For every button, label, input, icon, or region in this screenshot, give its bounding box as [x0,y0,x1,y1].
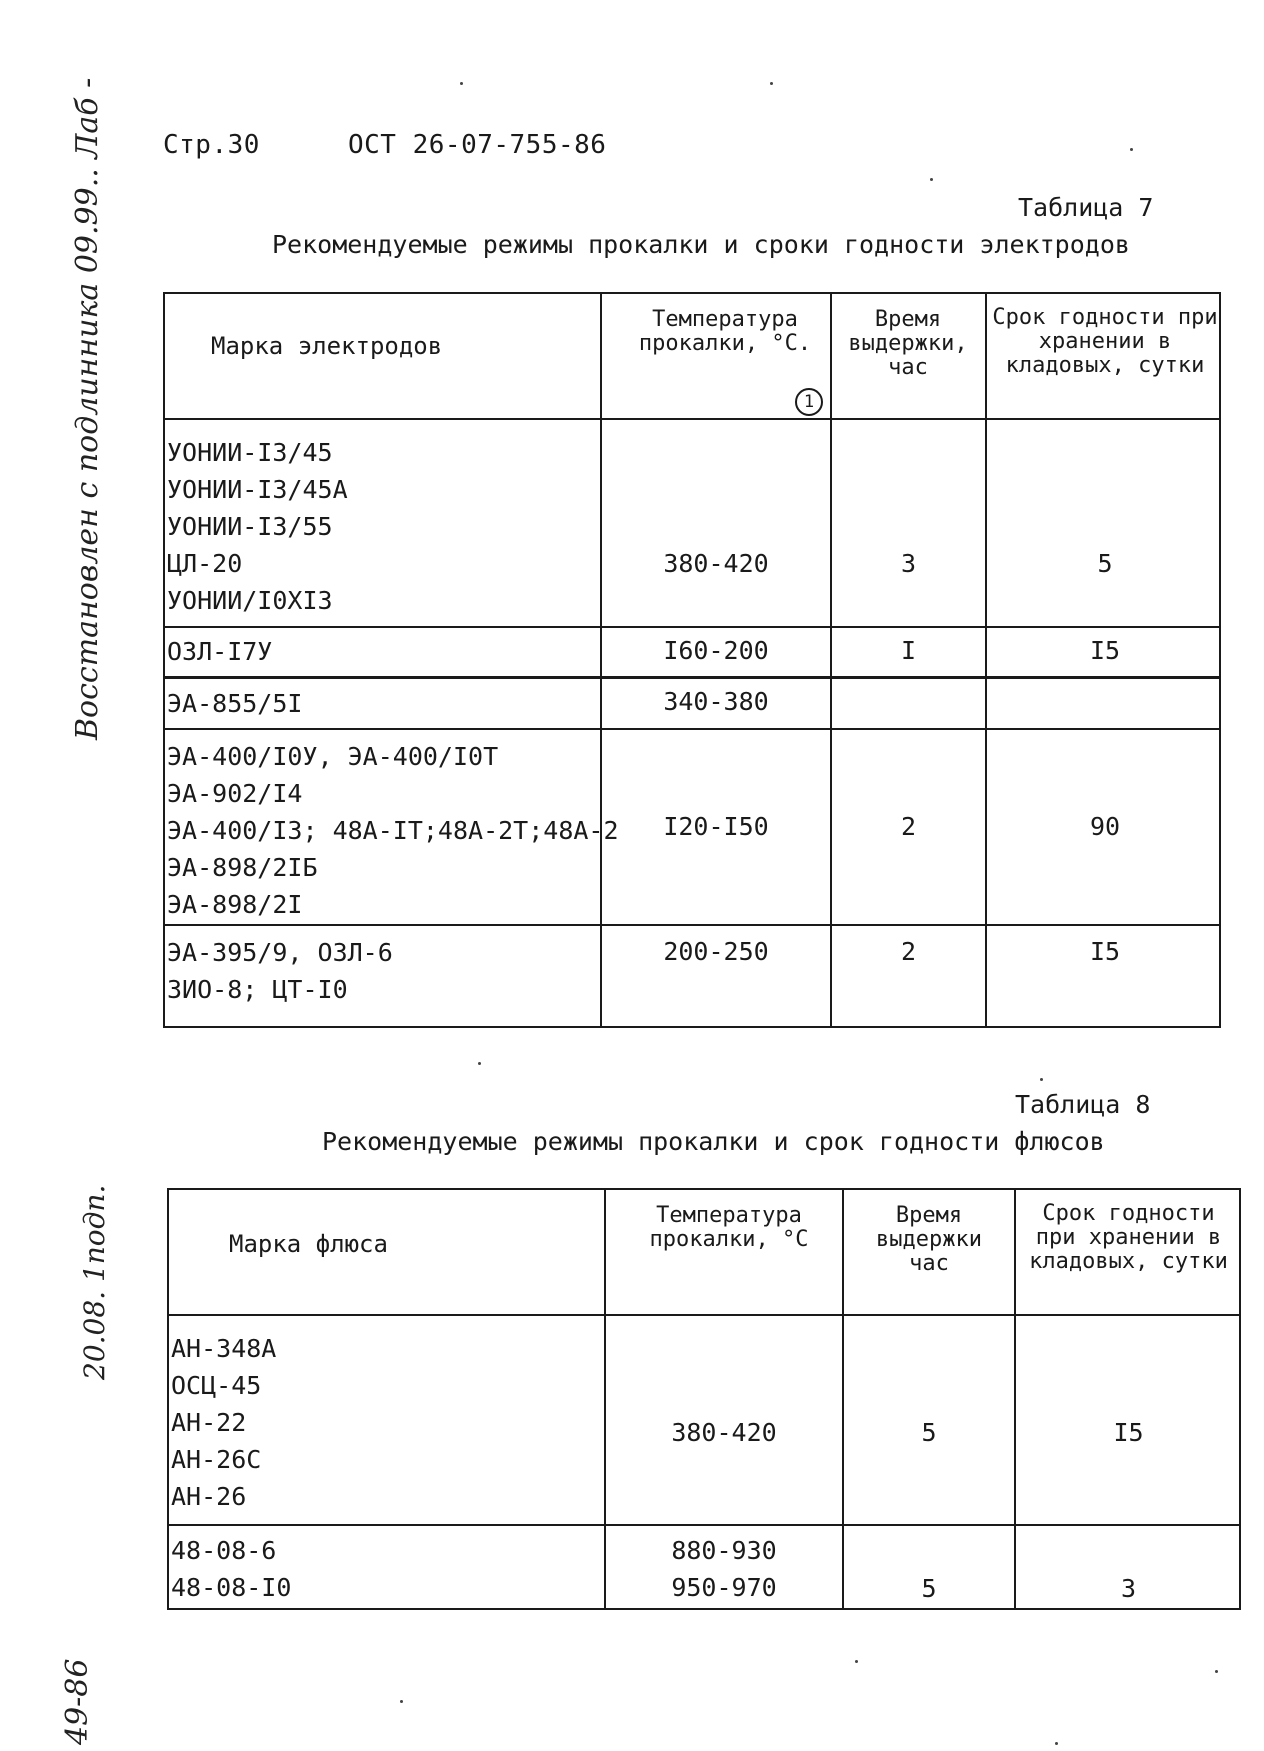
standard-code: ОСТ 26-07-755-86 [348,130,607,160]
revision-circle-mark: 1 [795,388,823,416]
table7-row5-mark: ЭА-395/9, ОЗЛ-6 ЗИО-8; ЦТ-I0 [167,938,393,1004]
table8-row1-temp: 380-420 [671,1418,777,1447]
table8-title: Рекомендуемые режимы прокалки и срок годности флюсов [322,1127,1105,1156]
table7-row5-temp: 200-250 [663,937,769,966]
table7-row4-temp: I20-I50 [663,812,769,841]
table8-number: Таблица 8 [1015,1090,1151,1119]
table7-row3-temp: 340-380 [663,687,769,716]
margin-note-number: 49-86 [60,1658,95,1745]
table7-title: Рекомендуемые режимы прокалки и сроки годности электродов [272,230,1130,259]
table8-row2-shelf: 3 [1120,1574,1137,1603]
table8-row1-time: 5 [921,1418,937,1447]
table7-header-mark: Марка электродов [211,332,443,360]
table7-row2-time: I [900,636,917,665]
table7-row1-temp: 380-420 [663,549,769,578]
table8 [167,1188,1241,1610]
table7-row4-mark: ЭА-400/I0У, ЭА-400/I0Т ЭА-902/I4 ЭА-400/I3; 48А-IТ;48А-2Т;48А-2 ЭА-898/2IБ ЭА-898/2I [167,742,619,919]
table8-header-temp: Температура прокалки, °С [649,1203,809,1252]
table7-row2-shelf: I5 [1089,636,1121,665]
table7-header-shelf: Срок годности при хранении в кладовых, сутки [992,305,1218,378]
table8-row2-temp: 880-930 950-970 [671,1536,777,1602]
table7-row4-shelf: 90 [1089,812,1121,841]
table7-row3-mark: ЭА-855/5I [167,689,303,718]
table8-header-shelf: Срок годности при хранении в кладовых, сутки [1029,1201,1228,1274]
table7-row1-shelf: 5 [1097,549,1113,578]
margin-note-date: 20.08. 1подп. [78,1184,111,1380]
table8-row2-time: 5 [921,1574,937,1603]
table7-row5-shelf: I5 [1089,937,1121,966]
table7-number: Таблица 7 [1018,193,1154,222]
table7-row1-mark: УОНИИ-I3/45 УОНИИ-I3/45А УОНИИ-I3/55 ЦЛ-20 УОНИИ/I0XI3 [167,438,348,615]
margin-note-restored: Восстановлен с подлинника 09.99.. Лаб - [70,77,105,740]
table8-row2-mark: 48-08-6 48-08-I0 [171,1536,292,1602]
table7-header-time: Время выдержки, час [848,307,968,380]
table7-row5-time: 2 [900,937,917,966]
table8-header-time: Время выдержки час [876,1203,982,1276]
table8-header-mark: Марка флюса [229,1230,388,1258]
table7 [163,292,1221,1028]
table7-row2-temp: I60-200 [663,636,769,665]
table8-row1-shelf: I5 [1113,1418,1144,1447]
table7-header-temp: Температура прокалки, °С. [638,307,812,356]
table8-row1-mark: АН-348А ОСЦ-45 АН-22 АН-26С АН-26 [171,1334,277,1511]
table7-row2-mark: ОЗЛ-I7У [167,637,273,666]
table7-row4-time: 2 [900,812,917,841]
page-number: Стр.30 [163,130,260,160]
table7-row1-time: 3 [900,549,917,578]
